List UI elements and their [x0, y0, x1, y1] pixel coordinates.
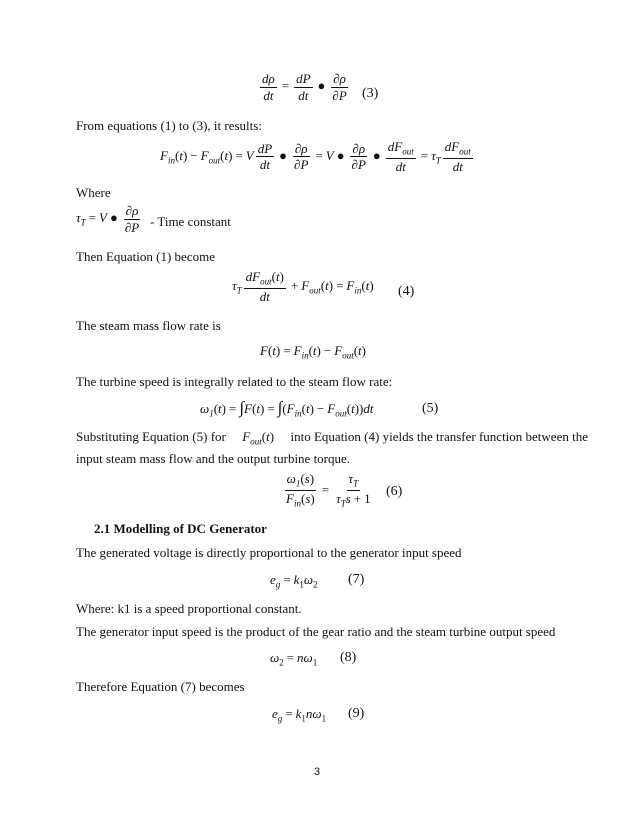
equation-steam-flow: $F(t) = F_{in}(t) - F_{out}(t)$ [260, 343, 367, 361]
equation-4: $\tau_T$ $\frac{dF_{out}(t)}{dt}$ + $F_{out}(t) = F_{in}(t)$ [232, 269, 374, 305]
equation-number-3: (3) [362, 86, 379, 101]
inline-fout-t: $F_{out}(t)$ [242, 429, 275, 447]
section-heading: 2.1 Modelling of DC Generator [94, 521, 267, 536]
equation-number-8: (8) [340, 650, 357, 665]
page-number: 3 [314, 766, 321, 778]
equation-3: $\frac{d\rho}{dt}$ = $\frac{dP}{dt}$ ● $\frac{\partial\rho}{\partial P}$ [262, 71, 347, 103]
equation-7: $e_g = k_1\omega_2$ [270, 572, 318, 590]
equation-time-constant: $\tau_T = V$ ● $\frac{\partial\rho}{\partial P}$ [76, 203, 140, 235]
equation-number-4: (4) [398, 284, 415, 299]
substituting-text-2: into Equation (4) yields the transfer function between the [290, 429, 588, 444]
equation-9: $e_g = k_1n\omega_1$ [272, 706, 327, 724]
equation-flow-difference: $F_{in}(t) - F_{out}(t) = V$ $\frac{dP}{dt}$ ● $\frac{\partial\rho}{\partial P}$ = V ● $\frac{\partial\rho}{\partial P}$ ● $\frac{dF_{out}}{dt}$ = $\tau_T$ $\frac{dF_{out}}{dt}$ [160, 139, 471, 175]
paragraph-therefore: Therefore Equation (7) becomes [76, 679, 245, 694]
paragraph-from-equations: From equations (1) to (3), it results: [76, 118, 262, 133]
paragraph-substituting-line1 [76, 430, 588, 447]
equation-8: $\omega_2 = n\omega_1$ [270, 650, 318, 668]
equation-number-6: (6) [386, 484, 403, 499]
paragraph-then-equation: Then Equation (1) become [76, 249, 215, 264]
equation-6: $\frac{\omega_1(s)}{F_{in}(s)}$ = $\frac{\tau_T}{\tau_Ts + 1}$ [286, 471, 371, 509]
paragraph-steam-mass-flow: The steam mass flow rate is [76, 318, 221, 333]
time-constant-label: - Time constant [150, 214, 231, 229]
equation-number-7: (7) [348, 572, 365, 587]
equation-number-5: (5) [422, 401, 439, 416]
paragraph-generated-voltage: The generated voltage is directly proportional to the generator input speed [76, 545, 462, 560]
equation-number-9: (9) [348, 706, 365, 721]
paragraph-substituting-line2: input steam mass flow and the output turbine torque. [76, 451, 351, 466]
equation-5: $\omega_1(t) = \int F(t) = \int(F_{in}(t) - F_{out}(t))dt$ [200, 398, 374, 419]
substituting-text-1: Substituting Equation (5) for [76, 429, 226, 444]
paragraph-where: Where [76, 185, 111, 200]
paragraph-turbine-speed: The turbine speed is integrally related to the steam flow rate: [76, 374, 393, 389]
paragraph-generator-input-speed: The generator input speed is the product of the gear ratio and the steam turbine output speed [76, 624, 556, 639]
paragraph-where-k1: Where: k1 is a speed proportional constant. [76, 601, 302, 616]
